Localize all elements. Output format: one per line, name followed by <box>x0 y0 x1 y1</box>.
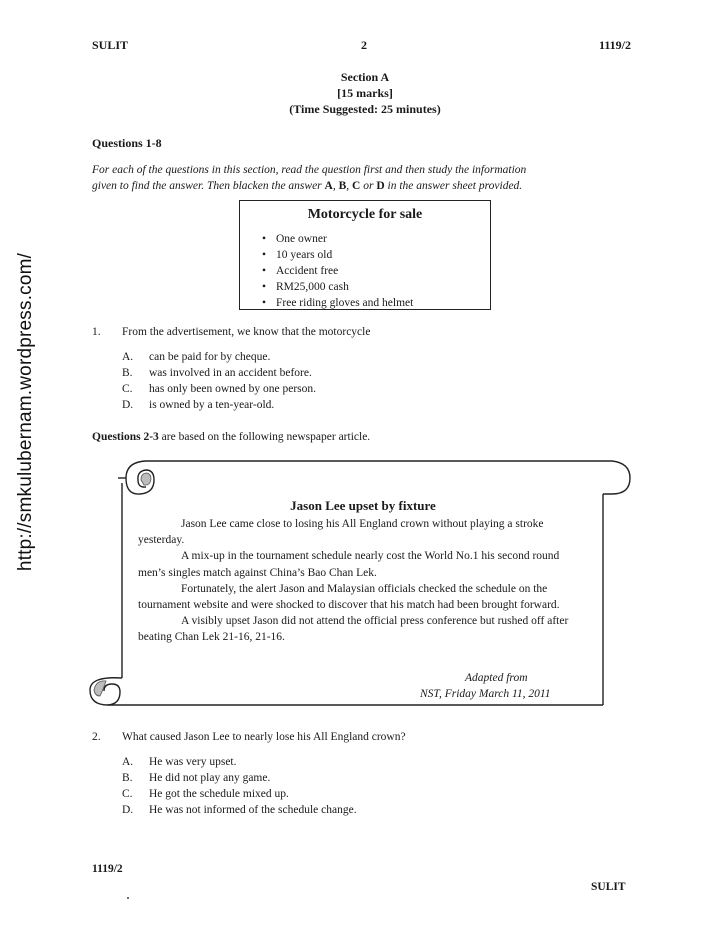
advert-item: • Free riding gloves and helmet <box>262 295 413 311</box>
article-paragraph: A visibly upset Jason did not attend the official press conference but rushed off after beating Chan Lek 21-16, 21-16. <box>138 615 569 644</box>
q2-option-a[interactable]: A. He was very upset. <box>122 756 237 768</box>
speck-mark <box>127 897 129 899</box>
q23-heading: Questions 2-3 are based on the following newspaper article. <box>92 431 371 443</box>
side-url-watermark: http://smkulubernam.wordpress.com/ <box>15 252 36 572</box>
footer-sulit: SULIT <box>591 881 626 893</box>
q1-stem: From the advertisement, we know that the motorcycle <box>122 326 371 338</box>
article-title: Jason Lee upset by fixture <box>290 498 436 513</box>
article-paragraph: Fortunately, the alert Jason and Malaysian officials checked the schedule on the tournament website and were shocked to discover that his match had been brought forward. <box>138 582 560 612</box>
advert-item: • RM25,000 cash <box>262 279 413 295</box>
q2-number: 2. <box>92 731 101 743</box>
article-body <box>138 516 588 646</box>
q1-option-a[interactable]: A. can be paid for by cheque. <box>122 351 271 363</box>
q1-option-c[interactable]: C. has only been owned by one person. <box>122 383 317 395</box>
q2-option-b[interactable]: B. He did not play any game. <box>122 772 271 784</box>
q2-option-d[interactable]: D. He was not informed of the schedule change. <box>122 804 357 816</box>
header-sulit: SULIT <box>92 38 129 52</box>
section-title: Section A <box>340 70 390 84</box>
section-marks: [15 marks] <box>337 86 393 100</box>
q2-stem: What caused Jason Lee to nearly lose his All England crown? <box>122 731 406 743</box>
section-time: (Time Suggested: 25 minutes) <box>289 102 441 116</box>
article-paragraph: A mix-up in the tournament schedule nearly cost the World No.1 his second round men’s singles match against China’s Bao Chan Lek. <box>138 550 560 579</box>
q1-option-d[interactable]: D. is owned by a ten-year-old. <box>122 399 275 411</box>
article-source-line-1: Adapted from <box>465 672 528 684</box>
article-source-line-2: NST, Friday March 11, 2011 <box>420 688 551 700</box>
advert-item: • One owner <box>262 231 413 247</box>
advert-item: • 10 years old <box>262 247 413 263</box>
footer-paper-code: 1119/2 <box>92 863 123 875</box>
article-paragraph: Jason Lee came close to losing his All England crown without playing a stroke yesterday. <box>138 518 544 547</box>
q1-option-b[interactable]: B. was involved in an accident before. <box>122 367 312 379</box>
q2-option-c[interactable]: C. He got the schedule mixed up. <box>122 788 289 800</box>
advert-item: • Accident free <box>262 263 413 279</box>
header-paper-code: 1119/2 <box>599 38 632 52</box>
questions-heading: Questions 1-8 <box>92 136 162 150</box>
page-number: 2 <box>361 38 367 52</box>
instructions-line-1: For each of the questions in this section, read the question first and then study the information <box>92 164 527 176</box>
advert-title: Motorcycle for sale <box>307 207 423 222</box>
q1-number: 1. <box>92 326 101 338</box>
instructions-line-2: given to find the answer. Then blacken the answer A, B, C or D in the answer sheet provided. <box>92 180 523 192</box>
